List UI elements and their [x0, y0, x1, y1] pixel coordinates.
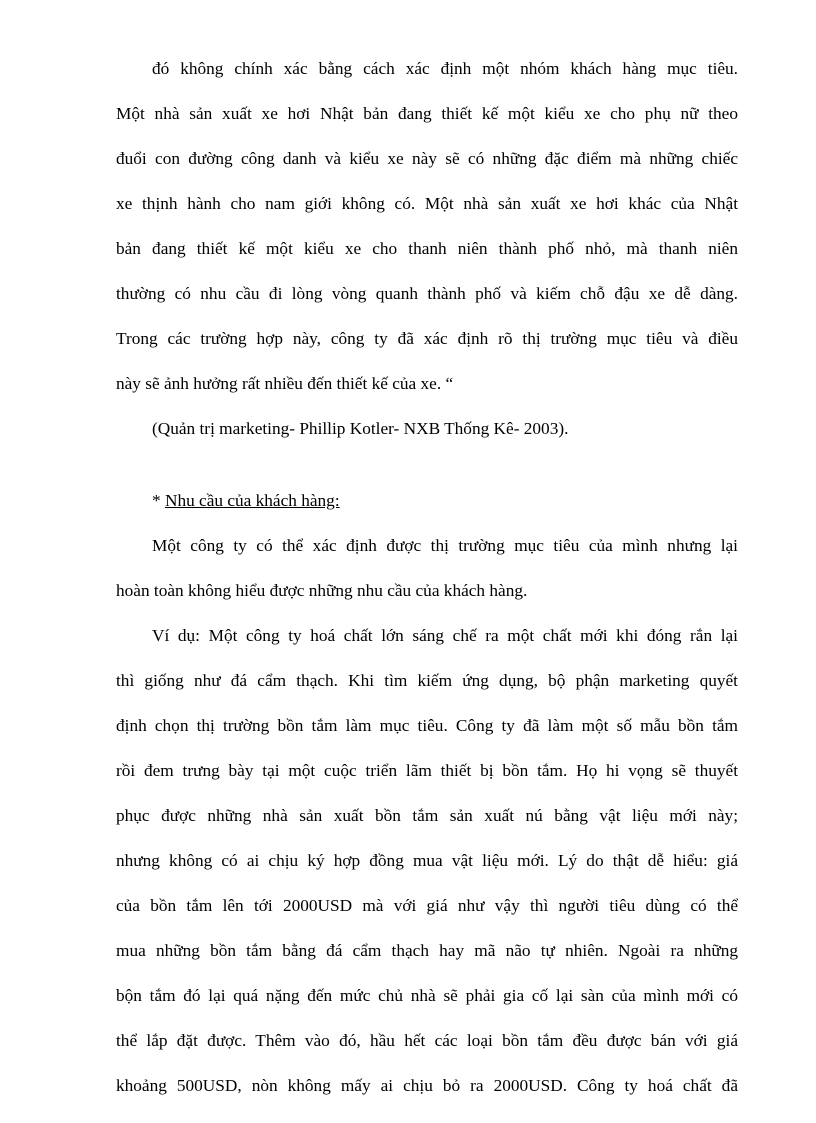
paragraph-line: đó không chính xác bằng cách xác định một nhóm khách hàng mục tiêu. — [152, 59, 738, 78]
paragraph-line: thường có nhu cầu đi lòng vòng quanh thành phố và kiếm chỗ đậu xe dễ dàng. — [116, 284, 738, 303]
paragraph-line: thì giống như đá cẩm thạch. Khi tìm kiếm ứng dụng, bộ phận marketing quyết — [116, 671, 738, 690]
paragraph-line: bản đang thiết kế một kiểu xe cho thanh niên thành phố nhỏ, mà thanh niên — [116, 239, 738, 258]
paragraph-line: của bồn tắm lên tới 2000USD mà với giá như vậy thì người tiêu dùng có thể — [116, 896, 738, 915]
paragraph-line: Ví dụ: Một công ty hoá chất lớn sáng chế ra một chất mới khi đóng rắn lại — [152, 626, 738, 645]
heading-text: Nhu cầu của khách hàng: — [164, 491, 340, 510]
paragraph-line: đuổi con đường công danh và kiểu xe này sẽ có những đặc điểm mà những chiếc — [116, 149, 738, 168]
paragraph-line: này sẽ ảnh hưởng rất nhiều đến thiết kế của xe. “ — [116, 374, 454, 393]
paragraph-line: phục được những nhà sản xuất bồn tắm sản xuất nú bằng vật liệu mới này; — [116, 806, 738, 825]
heading-bullet: * — [152, 491, 165, 510]
section-heading — [152, 485, 340, 517]
paragraph-line: Một công ty có thể xác định được thị trường mục tiêu của mình nhưng lại — [152, 536, 738, 555]
paragraph-line: hoàn toàn không hiểu được những nhu cầu của khách hàng. — [116, 581, 528, 600]
paragraph-line: mua những bồn tắm bằng đá cẩm thạch hay mã não tự nhiên. Ngoài ra những — [116, 941, 738, 960]
paragraph-line: định chọn thị trường bồn tắm làm mục tiêu. Công ty đã làm một số mẫu bồn tắm — [116, 716, 738, 735]
citation: (Quản trị marketing- Phillip Kotler- NXB Thống Kê- 2003). — [152, 419, 569, 438]
paragraph-line: thể lắp đặt được. Thêm vào đó, hầu hết các loại bồn tắm đều được bán với giá — [116, 1031, 738, 1050]
paragraph-line: bộn tắm đó lại quá nặng đến mức chủ nhà sẽ phải gia cố lại sàn của mình mới có — [116, 986, 738, 1005]
paragraph-line: khoảng 500USD, nòn không mấy ai chịu bỏ ra 2000USD. Công ty hoá chất đã — [116, 1076, 738, 1095]
paragraph-line: Một nhà sản xuất xe hơi Nhật bản đang thiết kế một kiểu xe cho phụ nữ theo — [116, 104, 738, 123]
paragraph-line: rồi đem trưng bày tại một cuộc triển lãm thiết bị bồn tắm. Họ hi vọng sẽ thuyết — [116, 761, 738, 780]
paragraph-line: nhưng không có ai chịu ký hợp đồng mua vật liệu mới. Lý do thật dễ hiểu: giá — [116, 851, 738, 870]
paragraph-line: xe thịnh hành cho nam giới không có. Một nhà sản xuất xe hơi khác của Nhật — [116, 194, 738, 213]
paragraph-line: Trong các trường hợp này, công ty đã xác định rõ thị trường mục tiêu và điều — [116, 329, 738, 348]
